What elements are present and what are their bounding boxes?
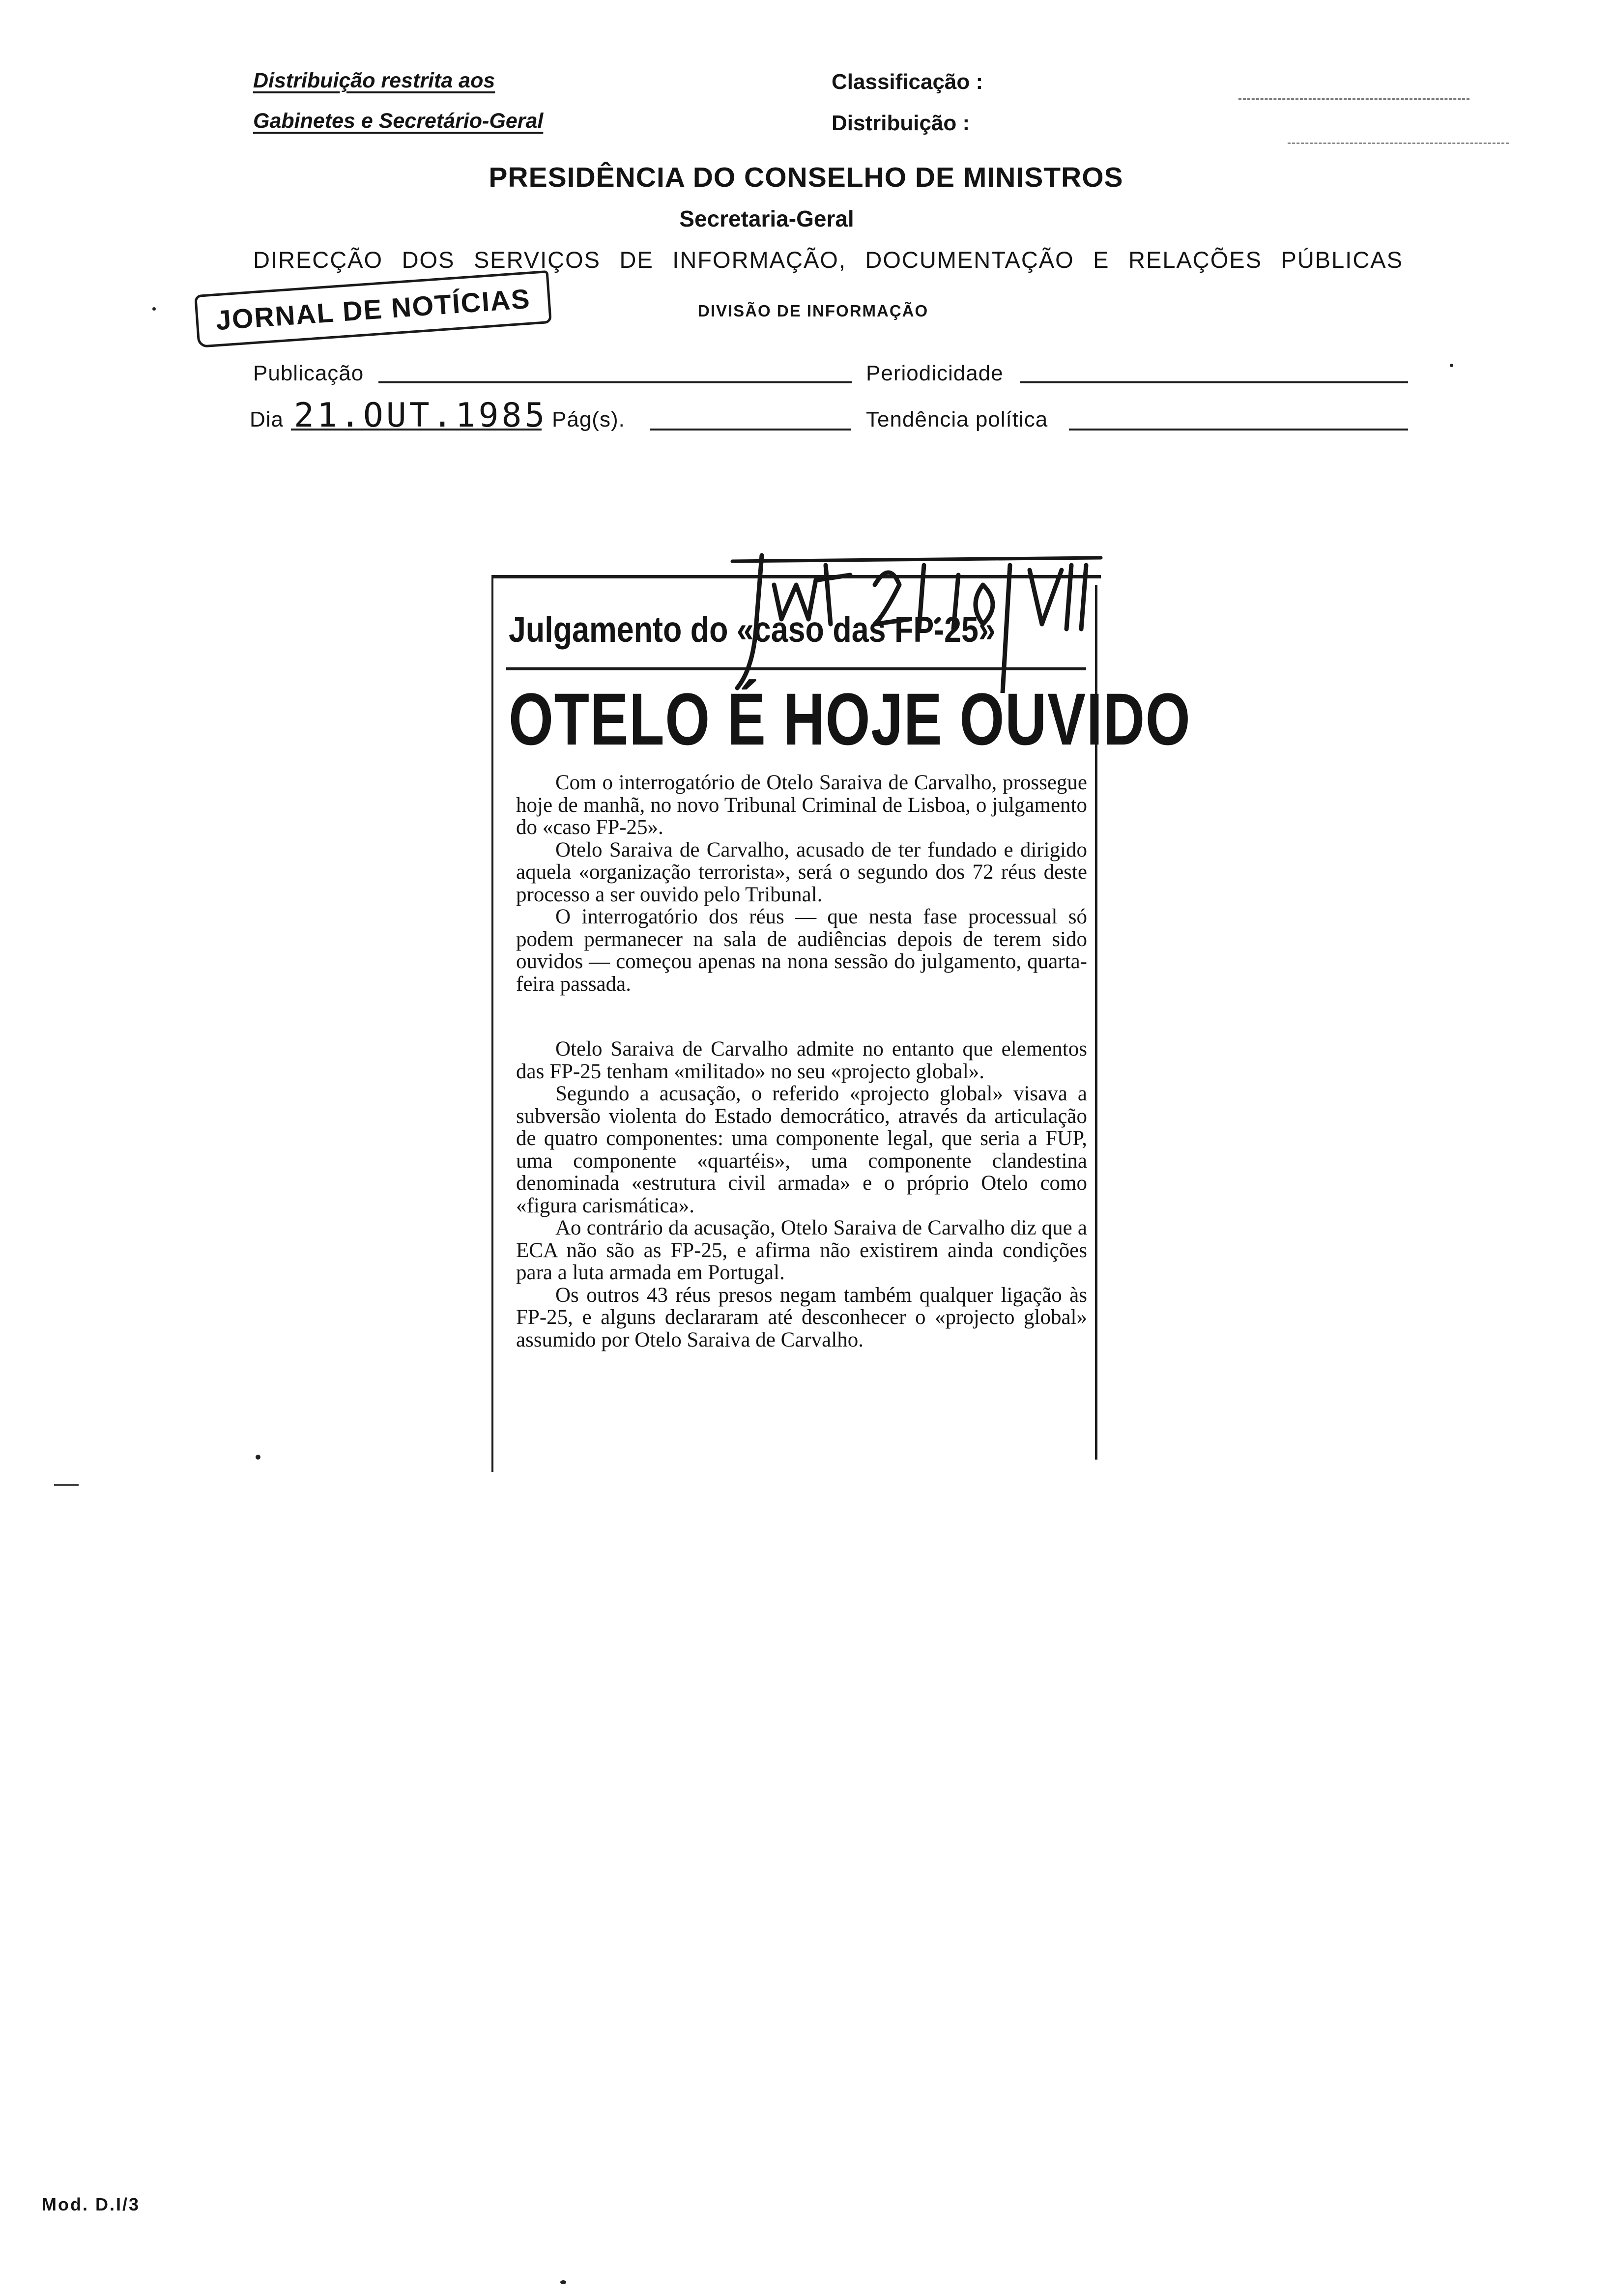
periodicidade-field-line: [1020, 381, 1408, 383]
periodicidade-label: Periodicidade: [866, 361, 1004, 385]
publicacao-field-line: [378, 381, 852, 383]
article-paragraph: Os outros 43 réus presos negam também qualquer ligação às FP-25, e alguns declararam até desconhecer o «projecto global» assumido por Otelo Saraiva de Carvalho.: [516, 1283, 1087, 1351]
institution-title: PRESIDÊNCIA DO CONSELHO DE MINISTROS: [489, 162, 1123, 193]
article-paragraph: O interrogatório dos réus — que nesta fase processual só podem permanecer na sala de audiências depois de terem sido ouvidos — começou apenas na nona sessão do julgamento, quarta-feira passada.: [516, 905, 1087, 996]
publicacao-label: Publicação: [253, 361, 364, 385]
scan-speck: [256, 1455, 260, 1460]
article-section-b: [516, 1038, 1087, 1351]
tendencia-label: Tendência política: [866, 407, 1048, 431]
article-paragraph: Ao contrário da acusação, Otelo Saraiva de Carvalho diz que a ECA não são as FP-25, e afirma não existirem ainda condições para a luta armada em Portugal.: [516, 1216, 1087, 1284]
directorate-word: RELAÇÕES: [1128, 247, 1263, 273]
scan-speck: [54, 1484, 79, 1486]
distribuicao-label: Distribuição :: [832, 111, 970, 135]
secretariat-title: Secretaria-Geral: [679, 206, 854, 231]
classificacao-label: Classificação :: [832, 70, 983, 94]
directorate-word: INFORMAÇÃO,: [672, 247, 846, 273]
article-paragraph: Otelo Saraiva de Carvalho, acusado de ter fundado e dirigido aquela «organização terrorista», será o segundo dos 72 réus deste processo a ser ouvido pelo Tribunal.: [516, 838, 1087, 906]
pags-label: Pág(s).: [552, 407, 625, 431]
directorate-word: SERVIÇOS: [473, 247, 601, 273]
article-paragraph: Com o interrogatório de Otelo Saraiva de Carvalho, prossegue hoje de manhã, no novo Tribunal Criminal de Lisboa, o julgamento do «caso FP-25».: [516, 771, 1087, 839]
faint-mark-line: [1288, 143, 1509, 144]
clipping-left-border: [491, 577, 493, 1472]
faint-mark-line: [1238, 98, 1469, 100]
scan-speck: [152, 307, 156, 311]
directorate-word: DOCUMENTAÇÃO: [865, 247, 1074, 273]
distribution-restricted-line2: Gabinetes e Secretário-Geral: [253, 109, 544, 133]
form-code: Mod. D.I/3: [42, 2194, 140, 2214]
article-paragraph: Otelo Saraiva de Carvalho admite no entanto que elementos das FP-25 tenham «militado» no seu «projecto global».: [516, 1037, 1087, 1083]
article-section-a: [516, 772, 1087, 995]
article-headline: OTELO É HOJE OUVIDO: [509, 678, 1191, 760]
pags-field-line: [650, 429, 851, 430]
newspaper-stamp: JORNAL DE NOTÍCIAS: [194, 270, 552, 348]
directorate-word: E: [1093, 247, 1110, 273]
directorate-word: DIRECÇÃO: [253, 247, 383, 273]
directorate-word: DOS: [402, 247, 455, 273]
division-title: DIVISÃO DE INFORMAÇÃO: [698, 302, 929, 320]
scan-speck: [560, 2280, 566, 2284]
dia-label: Dia: [250, 407, 284, 431]
tendencia-field-line: [1069, 429, 1408, 430]
scan-speck: [1450, 364, 1453, 367]
date-stamp-value: 21.OUT.1985: [294, 396, 548, 435]
directorate-line: [253, 246, 1403, 273]
distribution-restricted-line1: Distribuição restrita aos: [253, 69, 495, 92]
article-kicker: Julgamento do «caso das FP-25»: [509, 610, 996, 650]
dia-field-line: [291, 429, 542, 430]
directorate-word: PÚBLICAS: [1281, 247, 1403, 273]
article-paragraph: Segundo a acusação, o referido «projecto global» visava a subversão violenta do Estado democrático, através da articulação de quatro componentes: uma componente legal, que seria a FUP, uma componente «quartéis», uma componente clandestina denominada «estrutura civil armada» e o próprio Otelo como «figura carismática».: [516, 1082, 1087, 1217]
directorate-word: DE: [619, 247, 654, 273]
handwritten-annotation: [727, 545, 1111, 693]
